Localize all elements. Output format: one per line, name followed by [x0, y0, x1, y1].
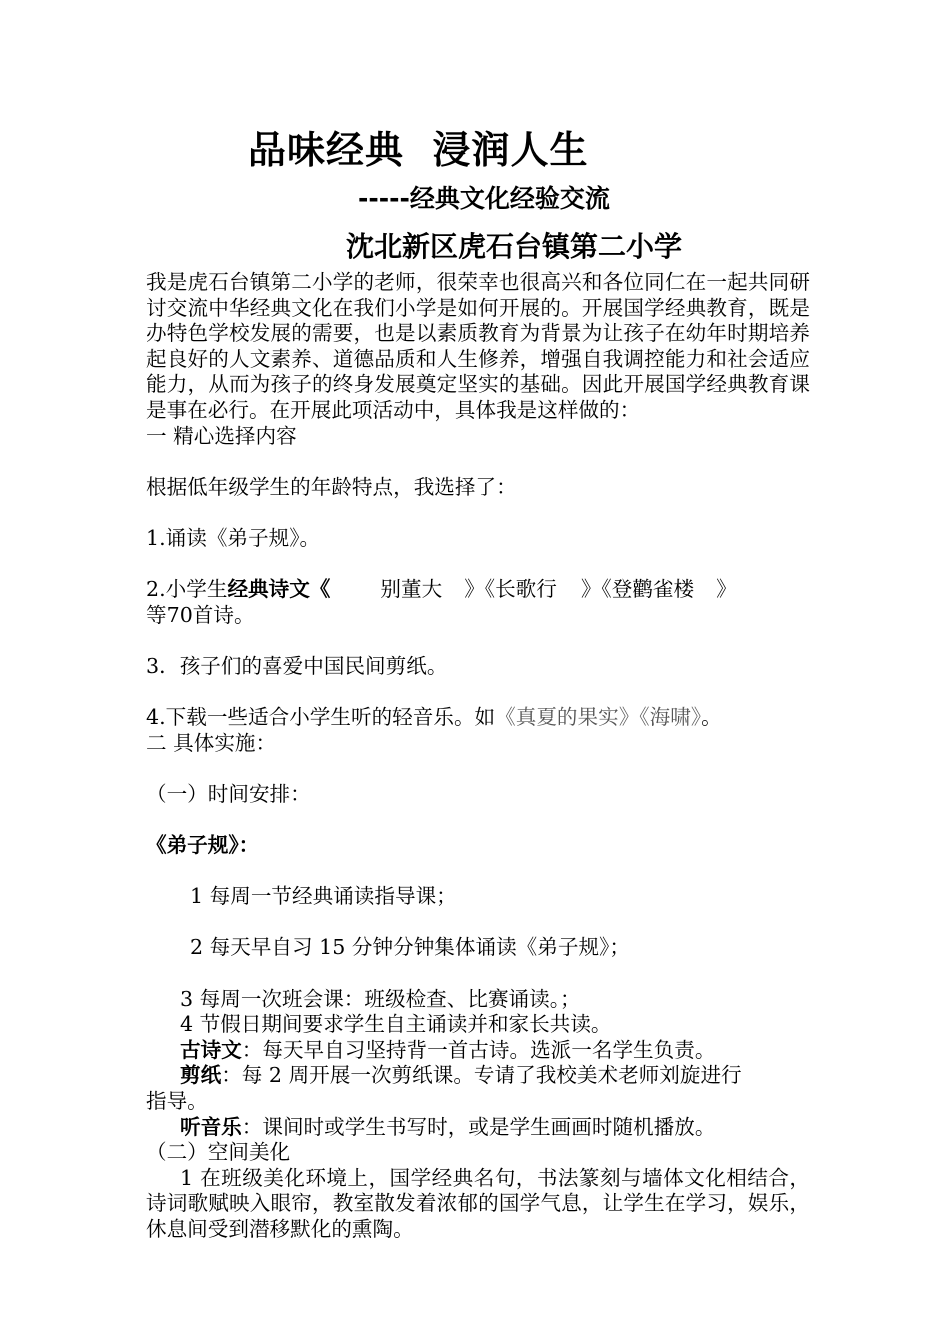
space-paragraph: 1 在班级美化环境上，国学经典名句，书法篆刻与墙体文化相结合，诗词歌赋映入眼帘，教室散发着浓郁的国学气息，让学生在学习，娱乐，休息间受到潜移默化的熏陶。	[146, 1165, 810, 1241]
papercut-item: 剪纸：每 2 周开展一次剪纸课。专请了我校美术老师刘旋进行	[180, 1063, 742, 1088]
intro-paragraph: 我是虎石台镇第二小学的老师，很荣幸也很高兴和各位同仁在一起共同研讨交流中华经典文化在我们小学是如何开展的。开展国学经典教育，既是办特色学校发展的需要，也是以素质教育为背景为让孩子在幼年时期培养起良好的人文素养、道德品质和人生修养，增强自我调控能力和社会适应能力，从而为孩子的终身发展奠定坚实的基础。因此开展国学经典教育课是事在必行。在开展此项活动中，具体我是这样做的：	[146, 270, 810, 422]
list-item-2: 2.小学生经典诗文《 别董大 》《长歌行 》《登鹳雀楼 》	[146, 577, 737, 602]
list-item-2-cont: 等70首诗。	[146, 602, 255, 627]
page-subtitle: -----经典文化经验交流	[358, 184, 610, 213]
time-item-2: 2 每天早自习 15 分钟分钟集体诵读《弟子规》；	[190, 935, 630, 960]
document-body	[146, 270, 810, 1243]
list-item-3: 3．孩子们的喜爱中国民间剪纸。	[146, 653, 448, 678]
section-heading-2: 二 具体实施：	[146, 730, 277, 755]
time-item-3: 3 每周一次班会课：班级检查、比赛诵读。；	[180, 986, 581, 1011]
papercut-item-cont: 指导。	[146, 1089, 208, 1113]
list-item-4: 4.下载一些适合小学生听的轻音乐。如《真夏的果实》《海啸》。	[146, 705, 722, 730]
choose-intro: 根据低年级学生的年龄特点，我选择了：	[146, 474, 517, 499]
dizigui-heading: 《弟子规》：	[146, 833, 260, 858]
music-item: 听音乐：课间时或学生书写时，或是学生画画时随机播放。	[180, 1114, 716, 1139]
list-item-1: 1.诵读《弟子规》。	[146, 525, 321, 550]
subsection-2: （二）空间美化	[146, 1140, 291, 1165]
poem-item: 古诗文：每天早自习坚持背一首古诗。选派一名学生负责。	[180, 1037, 716, 1062]
subsection-1: （一）时间安排：	[146, 781, 311, 806]
section-heading-1: 一 精心选择内容	[146, 423, 297, 448]
school-name: 沈北新区虎石台镇第二小学	[346, 230, 683, 263]
time-item-4: 4 节假日期间要求学生自主诵读并和家长共读。	[180, 1012, 612, 1037]
time-item-1: 1 每周一节经典诵读指导课；	[190, 884, 457, 909]
page-title: 品味经典 浸润人生	[248, 128, 589, 172]
